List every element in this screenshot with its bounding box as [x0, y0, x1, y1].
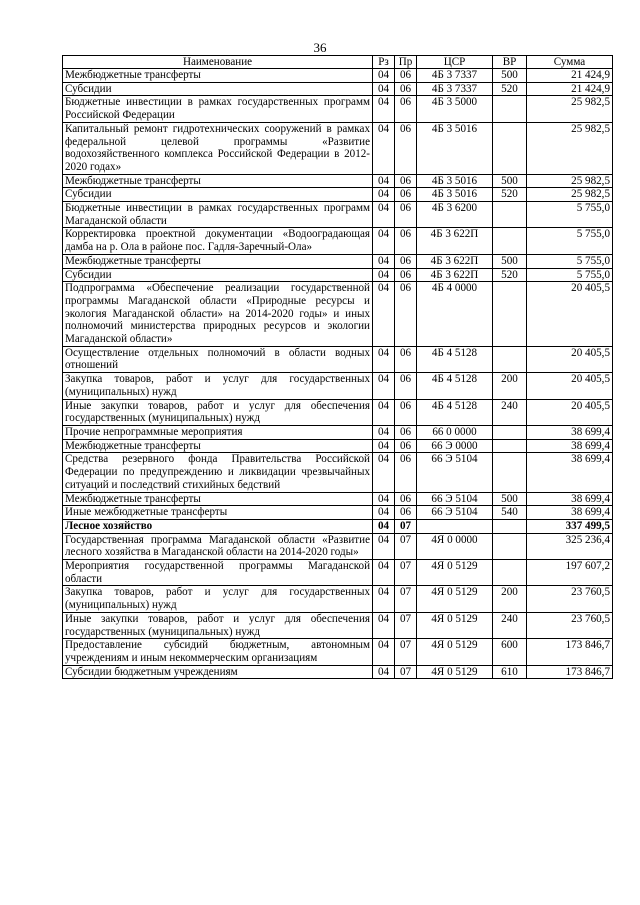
table-row	[63, 399, 613, 425]
cell-csr: 4Я 0 0000	[417, 533, 493, 559]
cell-name: Закупка товаров, работ и услуг для государственных (муниципальных) нужд	[63, 373, 373, 399]
cell-pr: 06	[395, 282, 417, 347]
cell-vr	[493, 346, 527, 372]
cell-pr: 06	[395, 346, 417, 372]
cell-pr: 06	[395, 202, 417, 228]
table-row	[63, 425, 613, 439]
cell-vr	[493, 453, 527, 492]
table-row	[63, 453, 613, 492]
cell-rz: 04	[373, 425, 395, 439]
table-row	[63, 439, 613, 453]
cell-sum: 325 236,4	[527, 533, 613, 559]
cell-name: Мероприятия государственной программы Магаданской области	[63, 560, 373, 586]
cell-csr: 66 0 0000	[417, 425, 493, 439]
cell-vr: 500	[493, 69, 527, 83]
table-row	[63, 506, 613, 520]
table-row	[63, 228, 613, 254]
cell-rz: 04	[373, 282, 395, 347]
cell-name: Корректировка проектной документации «Водооградающая дамба на р. Ола в районе пос. Гадля-Заречный-Ола»	[63, 228, 373, 254]
cell-csr: 4Я 0 5129	[417, 560, 493, 586]
table-row	[63, 519, 613, 533]
cell-sum: 5 755,0	[527, 254, 613, 268]
cell-name: Осуществление отдельных полномочий в области водных отношений	[63, 346, 373, 372]
cell-rz: 04	[373, 174, 395, 188]
cell-vr: 200	[493, 586, 527, 612]
cell-rz: 04	[373, 346, 395, 372]
cell-pr: 07	[395, 639, 417, 665]
cell-rz: 04	[373, 188, 395, 202]
cell-vr: 500	[493, 492, 527, 506]
cell-csr: 4Б 3 5016	[417, 122, 493, 174]
cell-rz: 04	[373, 228, 395, 254]
cell-csr: 4Б 3 5016	[417, 174, 493, 188]
cell-sum: 23 760,5	[527, 586, 613, 612]
cell-sum: 5 755,0	[527, 202, 613, 228]
cell-name: Межбюджетные трансферты	[63, 439, 373, 453]
cell-pr: 06	[395, 425, 417, 439]
cell-sum: 38 699,4	[527, 492, 613, 506]
header-sum: Сумма	[527, 56, 613, 69]
cell-vr	[493, 560, 527, 586]
cell-vr: 610	[493, 665, 527, 679]
cell-sum: 38 699,4	[527, 425, 613, 439]
cell-name: Подпрограмма «Обеспечение реализации государственной программы Магаданской области «Природные ресурсы и экология Магаданской области» на 2014-2020 годы» и иных полномочий министерства природных ресурсов и экологии Магаданской области»	[63, 282, 373, 347]
table-row	[63, 202, 613, 228]
cell-csr: 4Я 0 5129	[417, 665, 493, 679]
cell-csr: 4Б 3 622П	[417, 228, 493, 254]
cell-rz: 04	[373, 82, 395, 96]
cell-rz: 04	[373, 560, 395, 586]
cell-name: Бюджетные инвестиции в рамках государственных программ Магаданской области	[63, 202, 373, 228]
cell-rz: 04	[373, 506, 395, 520]
cell-csr: 4Б 4 0000	[417, 282, 493, 347]
cell-vr: 520	[493, 82, 527, 96]
cell-vr: 500	[493, 254, 527, 268]
table-row	[63, 612, 613, 638]
cell-sum: 25 982,5	[527, 174, 613, 188]
cell-csr: 4Б 3 7337	[417, 82, 493, 96]
table-row	[63, 639, 613, 665]
cell-name: Государственная программа Магаданской области «Развитие лесного хозяйства в Магаданской области на 2014-2020 годы»	[63, 533, 373, 559]
cell-rz: 04	[373, 373, 395, 399]
cell-csr: 4Я 0 5129	[417, 639, 493, 665]
table-row	[63, 346, 613, 372]
table-row	[63, 665, 613, 679]
table-row	[63, 586, 613, 612]
cell-rz: 04	[373, 399, 395, 425]
cell-sum: 20 405,5	[527, 282, 613, 347]
cell-sum: 173 846,7	[527, 665, 613, 679]
cell-csr: 66 Э 5104	[417, 506, 493, 520]
header-vr: ВР	[493, 56, 527, 69]
cell-pr: 06	[395, 506, 417, 520]
cell-sum: 38 699,4	[527, 506, 613, 520]
cell-sum: 38 699,4	[527, 453, 613, 492]
cell-name: Лесное хозяйство	[63, 519, 373, 533]
cell-vr: 240	[493, 399, 527, 425]
header-row	[63, 56, 613, 69]
cell-name: Иные закупки товаров, работ и услуг для обеспечения государственных (муниципальных) нужд	[63, 399, 373, 425]
cell-sum: 38 699,4	[527, 439, 613, 453]
cell-sum: 337 499,5	[527, 519, 613, 533]
header-csr: ЦСР	[417, 56, 493, 69]
header-pr: Пр	[395, 56, 417, 69]
table-row	[63, 254, 613, 268]
cell-name: Межбюджетные трансферты	[63, 69, 373, 83]
cell-rz: 04	[373, 665, 395, 679]
cell-sum: 23 760,5	[527, 612, 613, 638]
cell-vr: 500	[493, 174, 527, 188]
cell-pr: 07	[395, 533, 417, 559]
cell-csr	[417, 519, 493, 533]
cell-pr: 07	[395, 560, 417, 586]
cell-sum: 21 424,9	[527, 69, 613, 83]
cell-csr: 4Я 0 5129	[417, 612, 493, 638]
cell-csr: 4Б 3 622П	[417, 268, 493, 282]
table-row	[63, 188, 613, 202]
cell-sum: 5 755,0	[527, 268, 613, 282]
table-row	[63, 373, 613, 399]
cell-pr: 06	[395, 174, 417, 188]
cell-sum: 197 607,2	[527, 560, 613, 586]
table-row	[63, 96, 613, 122]
cell-vr: 520	[493, 188, 527, 202]
cell-name: Субсидии	[63, 268, 373, 282]
cell-csr: 4Б 4 5128	[417, 399, 493, 425]
cell-pr: 07	[395, 612, 417, 638]
cell-csr: 66 Э 5104	[417, 453, 493, 492]
cell-pr: 06	[395, 268, 417, 282]
cell-rz: 04	[373, 69, 395, 83]
cell-pr: 06	[395, 122, 417, 174]
cell-name: Межбюджетные трансферты	[63, 492, 373, 506]
cell-vr	[493, 519, 527, 533]
cell-pr: 06	[395, 492, 417, 506]
cell-pr: 07	[395, 586, 417, 612]
cell-name: Межбюджетные трансферты	[63, 254, 373, 268]
cell-vr	[493, 533, 527, 559]
cell-vr	[493, 96, 527, 122]
cell-sum: 20 405,5	[527, 373, 613, 399]
cell-sum: 20 405,5	[527, 399, 613, 425]
cell-vr: 600	[493, 639, 527, 665]
cell-pr: 06	[395, 399, 417, 425]
cell-sum: 173 846,7	[527, 639, 613, 665]
cell-vr	[493, 228, 527, 254]
cell-rz: 04	[373, 122, 395, 174]
cell-pr: 06	[395, 439, 417, 453]
cell-pr: 06	[395, 373, 417, 399]
cell-name: Иные межбюджетные трансферты	[63, 506, 373, 520]
cell-csr: 4Я 0 5129	[417, 586, 493, 612]
cell-rz: 04	[373, 268, 395, 282]
cell-vr	[493, 202, 527, 228]
cell-name: Межбюджетные трансферты	[63, 174, 373, 188]
table-row	[63, 533, 613, 559]
cell-sum: 5 755,0	[527, 228, 613, 254]
cell-name: Прочие непрограммные мероприятия	[63, 425, 373, 439]
header-name: Наименование	[63, 56, 373, 69]
cell-name: Субсидии бюджетным учреждениям	[63, 665, 373, 679]
cell-name: Иные закупки товаров, работ и услуг для обеспечения государственных (муниципальных) нужд	[63, 612, 373, 638]
cell-pr: 06	[395, 254, 417, 268]
cell-sum: 25 982,5	[527, 188, 613, 202]
cell-rz: 04	[373, 533, 395, 559]
cell-csr: 4Б 4 5128	[417, 346, 493, 372]
cell-rz: 04	[373, 519, 395, 533]
cell-csr: 4Б 3 5016	[417, 188, 493, 202]
cell-vr: 520	[493, 268, 527, 282]
cell-vr	[493, 122, 527, 174]
cell-rz: 04	[373, 96, 395, 122]
table-row	[63, 122, 613, 174]
table-row	[63, 282, 613, 347]
cell-pr: 06	[395, 453, 417, 492]
cell-csr: 4Б 3 6200	[417, 202, 493, 228]
cell-vr	[493, 439, 527, 453]
cell-pr: 06	[395, 228, 417, 254]
cell-vr: 240	[493, 612, 527, 638]
budget-table	[62, 55, 613, 679]
cell-name: Субсидии	[63, 82, 373, 96]
cell-rz: 04	[373, 492, 395, 506]
cell-sum: 25 982,5	[527, 96, 613, 122]
cell-sum: 21 424,9	[527, 82, 613, 96]
cell-pr: 07	[395, 665, 417, 679]
cell-csr: 66 Э 0000	[417, 439, 493, 453]
cell-sum: 25 982,5	[527, 122, 613, 174]
cell-name: Средства резервного фонда Правительства Российской Федерации по предупреждению и ликвидации чрезвычайных ситуаций и последствий стихийных бедствий	[63, 453, 373, 492]
table-row	[63, 560, 613, 586]
cell-sum: 20 405,5	[527, 346, 613, 372]
cell-vr: 540	[493, 506, 527, 520]
cell-vr: 200	[493, 373, 527, 399]
cell-rz: 04	[373, 586, 395, 612]
cell-pr: 07	[395, 519, 417, 533]
cell-name: Бюджетные инвестиции в рамках государственных программ Российской Федерации	[63, 96, 373, 122]
cell-rz: 04	[373, 612, 395, 638]
cell-csr: 4Б 4 5128	[417, 373, 493, 399]
cell-csr: 4Б 3 622П	[417, 254, 493, 268]
cell-pr: 06	[395, 188, 417, 202]
cell-rz: 04	[373, 453, 395, 492]
table-row	[63, 69, 613, 83]
cell-vr	[493, 282, 527, 347]
cell-pr: 06	[395, 96, 417, 122]
cell-csr: 4Б 3 7337	[417, 69, 493, 83]
cell-rz: 04	[373, 639, 395, 665]
cell-name: Предоставление субсидий бюджетным, автономным учреждениям и иным некоммерческим организациям	[63, 639, 373, 665]
table-row	[63, 268, 613, 282]
table-row	[63, 174, 613, 188]
cell-csr: 66 Э 5104	[417, 492, 493, 506]
cell-pr: 06	[395, 82, 417, 96]
cell-pr: 06	[395, 69, 417, 83]
cell-rz: 04	[373, 202, 395, 228]
cell-rz: 04	[373, 254, 395, 268]
cell-vr	[493, 425, 527, 439]
table-row	[63, 492, 613, 506]
table-row	[63, 82, 613, 96]
page-number: 36	[313, 40, 327, 55]
cell-name: Закупка товаров, работ и услуг для государственных (муниципальных) нужд	[63, 586, 373, 612]
header-rz: Рз	[373, 56, 395, 69]
cell-csr: 4Б 3 5000	[417, 96, 493, 122]
cell-name: Капитальный ремонт гидротехнических сооружений в рамках федеральной целевой программы «Развитие водохозяйственного комплекса Российской Федерации в 2012-2020 годах»	[63, 122, 373, 174]
cell-name: Субсидии	[63, 188, 373, 202]
cell-rz: 04	[373, 439, 395, 453]
